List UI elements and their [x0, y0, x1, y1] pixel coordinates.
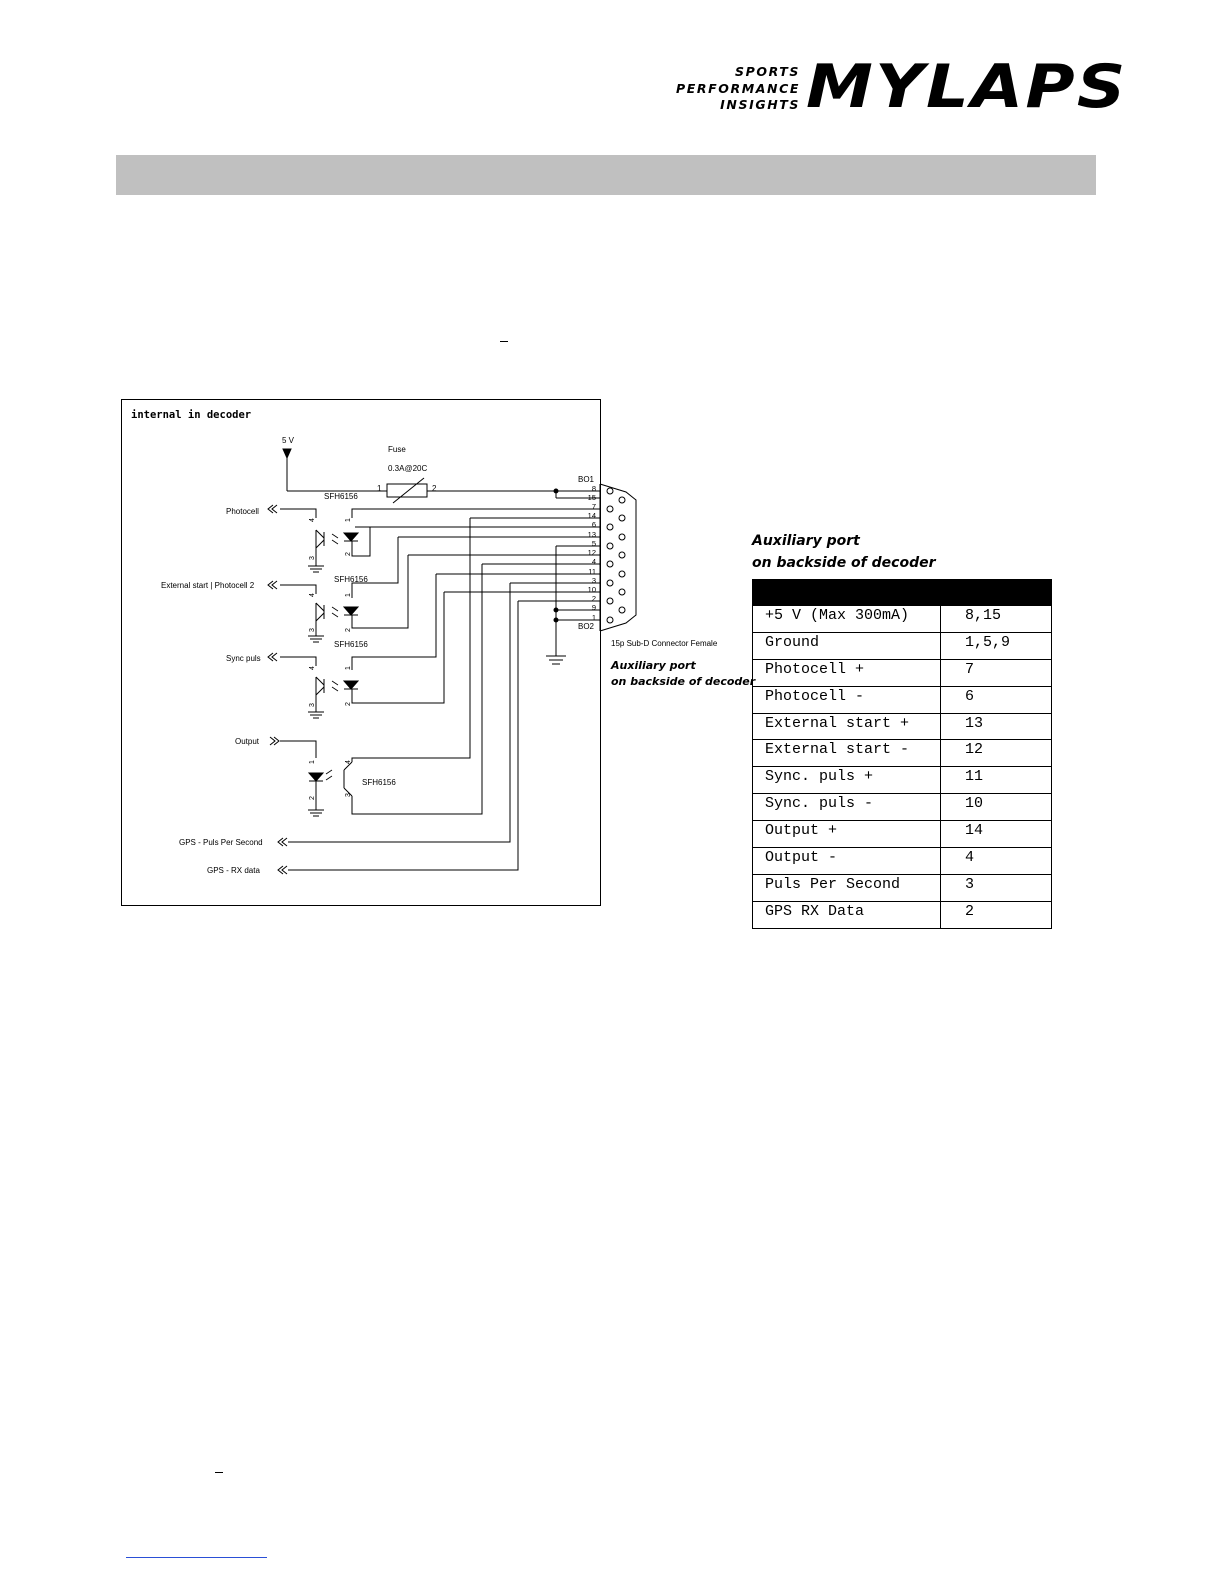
- connector-pin-number: 13: [587, 530, 596, 539]
- table-row: [753, 632, 1052, 659]
- connector-bottom-label: BO2: [578, 622, 595, 631]
- connector-pin-number: 10: [587, 585, 596, 594]
- connector-caption: 15p Sub-D Connector Female: [611, 639, 718, 648]
- signal-cell: Photocell +: [753, 659, 941, 686]
- connector-pin-number: 3: [591, 576, 596, 585]
- schematic-title: internal in decoder: [131, 409, 252, 421]
- opto-pin-number: 2: [345, 628, 352, 632]
- opto-pin-number: 4: [309, 666, 316, 670]
- pins-cell: 2: [941, 901, 1052, 928]
- pins-cell: 4: [941, 848, 1052, 875]
- part-label: SFH6156: [334, 575, 368, 584]
- gps-pps-label: GPS - Puls Per Second: [179, 838, 263, 847]
- table-row: [753, 606, 1052, 633]
- table-row: [753, 686, 1052, 713]
- pin-assignment-table: [752, 579, 1052, 929]
- part-label: SFH6156: [334, 640, 368, 649]
- opto-pin-number: 3: [345, 793, 352, 797]
- pins-cell: 8,15: [941, 606, 1052, 633]
- signal-cell: Output -: [753, 848, 941, 875]
- opto-pin-number: 2: [345, 552, 352, 556]
- opto-pin-number: 1: [345, 593, 352, 597]
- signal-cell: Photocell -: [753, 686, 941, 713]
- footer-link-underline[interactable]: [126, 1557, 267, 1558]
- opto-pin-number: 4: [309, 518, 316, 522]
- table-row: [753, 659, 1052, 686]
- gps-rx-label: GPS - RX data: [207, 866, 260, 875]
- part-label: SFH6156: [324, 492, 358, 501]
- pins-cell: 1,5,9: [941, 632, 1052, 659]
- table-row: [753, 794, 1052, 821]
- input-label-external-start: External start | Photocell 2: [161, 581, 255, 590]
- signal-cell: Puls Per Second: [753, 874, 941, 901]
- table-header-cell: [753, 580, 941, 606]
- opto-pin-number: 1: [309, 760, 316, 764]
- part-label: SFH6156: [362, 778, 396, 787]
- connector-pin-number: 2: [591, 594, 596, 603]
- logo-tagline-line: INSIGHTS: [720, 97, 800, 112]
- pins-cell: 3: [941, 874, 1052, 901]
- table-row: [753, 901, 1052, 928]
- connector-pin-number: 6: [591, 520, 596, 529]
- signal-cell: External start -: [753, 740, 941, 767]
- pins-cell: 12: [941, 740, 1052, 767]
- fuse-pin-label: 2: [432, 484, 437, 493]
- pin-table-title-line: Auxiliary port: [752, 533, 860, 549]
- signal-cell: Sync. puls -: [753, 794, 941, 821]
- logo-tagline-line: PERFORMANCE: [676, 80, 801, 96]
- fuse-pin-label: 1: [377, 484, 382, 493]
- text-dash: [215, 1472, 223, 1473]
- signal-cell: External start +: [753, 713, 941, 740]
- pins-cell: 10: [941, 794, 1052, 821]
- table-row: [753, 740, 1052, 767]
- fuse-rating: 0.3A@20C: [388, 464, 428, 473]
- connector-pin-number: 11: [588, 567, 596, 576]
- connector-pin-number: 5: [591, 539, 596, 548]
- connector-pin-number: 8: [591, 484, 596, 493]
- connector-pin-number: 12: [587, 548, 596, 557]
- schematic-aux-caption: [611, 658, 755, 690]
- logo-tagline-line: SPORTS: [735, 64, 800, 79]
- opto-pin-number: 4: [345, 760, 352, 764]
- connector-pin-number: 7: [591, 502, 596, 511]
- table-row: [753, 874, 1052, 901]
- opto-pin-number: 2: [345, 702, 352, 706]
- opto-pin-number: 4: [309, 593, 316, 597]
- connector-top-label: BO1: [578, 475, 595, 484]
- pins-cell: 7: [941, 659, 1052, 686]
- table-header-row: [753, 580, 1052, 606]
- table-row: [753, 713, 1052, 740]
- signal-cell: Sync. puls +: [753, 767, 941, 794]
- pins-cell: 14: [941, 821, 1052, 848]
- output-label: Output: [235, 737, 260, 746]
- pins-cell: 11: [941, 767, 1052, 794]
- connector-pin-number: 14: [587, 511, 596, 520]
- supply-label: 5 V: [282, 436, 295, 445]
- connector-pin-number: 4: [591, 557, 596, 566]
- input-label-photocell: Photocell: [226, 507, 259, 516]
- signal-cell: GPS RX Data: [753, 901, 941, 928]
- signal-cell: Output +: [753, 821, 941, 848]
- connector-pin-number: 9: [591, 603, 596, 612]
- table-header-cell: [941, 580, 1052, 606]
- fuse-label: Fuse: [388, 445, 406, 454]
- connector-pin-number: 1: [591, 613, 596, 622]
- opto-pin-number: 3: [309, 703, 316, 707]
- pins-cell: 13: [941, 713, 1052, 740]
- table-row: [753, 821, 1052, 848]
- mylaps-logo: MYLAPS: [806, 52, 1128, 122]
- pins-cell: 6: [941, 686, 1052, 713]
- opto-pin-number: 1: [345, 666, 352, 670]
- opto-pin-number: 3: [309, 628, 316, 632]
- caption-line: Auxiliary port: [611, 659, 696, 672]
- signal-cell: +5 V (Max 300mA): [753, 606, 941, 633]
- table-row: [753, 767, 1052, 794]
- pin-table-title: [752, 530, 936, 574]
- signal-cell: Ground: [753, 632, 941, 659]
- table-row: [753, 848, 1052, 875]
- caption-line: on backside of decoder: [611, 675, 756, 688]
- opto-pin-number: 3: [309, 556, 316, 560]
- input-label-sync: Sync puls: [226, 654, 261, 663]
- connector-pin-number: 15: [587, 493, 596, 502]
- pin-table-title-line: on backside of decoder: [752, 555, 936, 571]
- opto-pin-number: 2: [309, 796, 316, 800]
- opto-pin-number: 1: [345, 518, 352, 522]
